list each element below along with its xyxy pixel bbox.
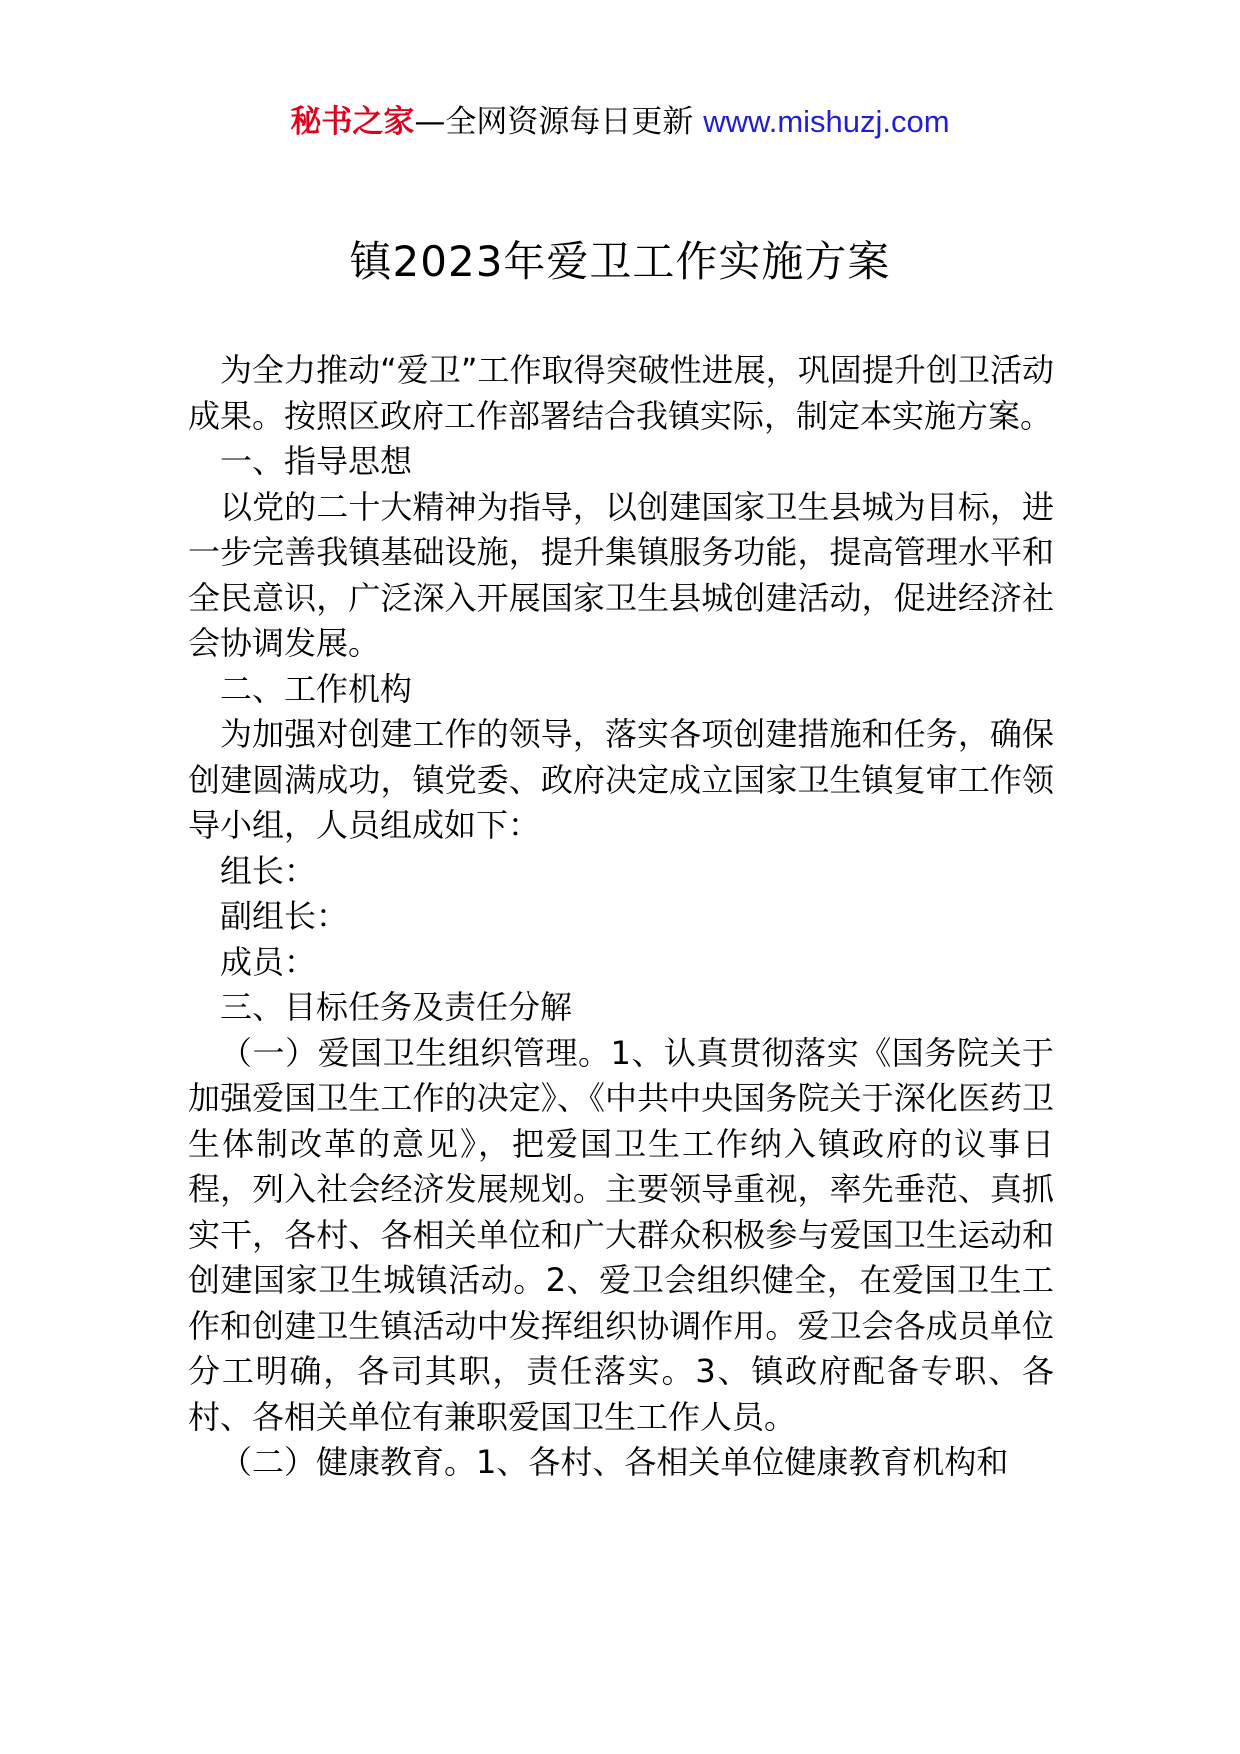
section-heading-targets: 三、目标任务及责任分解 (220, 988, 573, 1026)
patriotic-health-paragraph: （一）爱国卫生组织管理。1、认真贯彻落实《国务院关于加强爱国卫生工作的决定》、《中共中央国务院关于深化医药卫生体制改革的意见》，把爱国卫生工作纳入镇政府的议事日程，列入社会经济发展规划。主要领导重视，率先垂范、真抓实干，各村、各相关单位和广大群众积极参与爱国卫生运动和创建国家卫生城镇活动。2、爱卫会组织健全，在爱国卫生工作和创建卫生镇活动中发挥组织协调作用。爱卫会各成员单位分工明确，各司其职，责任落实。3、镇政府配备专职、各村、各相关单位有兼职爱国卫生工作人员。 (188, 1033, 1054, 1436)
site-tagline: —全网资源每日更新 (414, 104, 704, 140)
health-education-paragraph: （二）健康教育。1、各村、各相关单位健康教育机构和 (220, 1443, 1009, 1481)
members-line: 成员： (220, 942, 317, 981)
work-organization-paragraph: 为加强对创建工作的领导，落实各项创建措施和任务，确保创建圆满成功，镇党委、政府决定成立国家卫生镇复审工作领导小组，人员组成如下： (188, 715, 1054, 844)
site-header (0, 100, 1240, 144)
deputy-leader-line: 副组长： (220, 897, 349, 935)
team-leader-line: 组长： (220, 851, 317, 890)
section-heading-guiding-ideology: 一、指导思想 (220, 442, 413, 480)
site-brand: 秘书之家 (290, 104, 415, 140)
intro-paragraph: 为全力推动“爱卫”工作取得突破性进展，巩固提升创卫活动成果。按照区政府工作部署结合我镇实际，制定本实施方案。 (188, 351, 1054, 435)
document-body (188, 348, 1054, 1486)
site-url-link[interactable]: www.mishuzj.com (703, 104, 950, 139)
guiding-ideology-paragraph: 以党的二十大精神为指导，以创建国家卫生县城为目标，进一步完善我镇基础设施，提升集镇服务功能，提高管理水平和全民意识，广泛深入开展国家卫生县城创建活动，促进经济社会协调发展。 (188, 487, 1054, 662)
document-title: 镇2023年爱卫工作实施方案 (349, 237, 891, 286)
section-heading-work-organization: 二、工作机构 (220, 669, 413, 708)
